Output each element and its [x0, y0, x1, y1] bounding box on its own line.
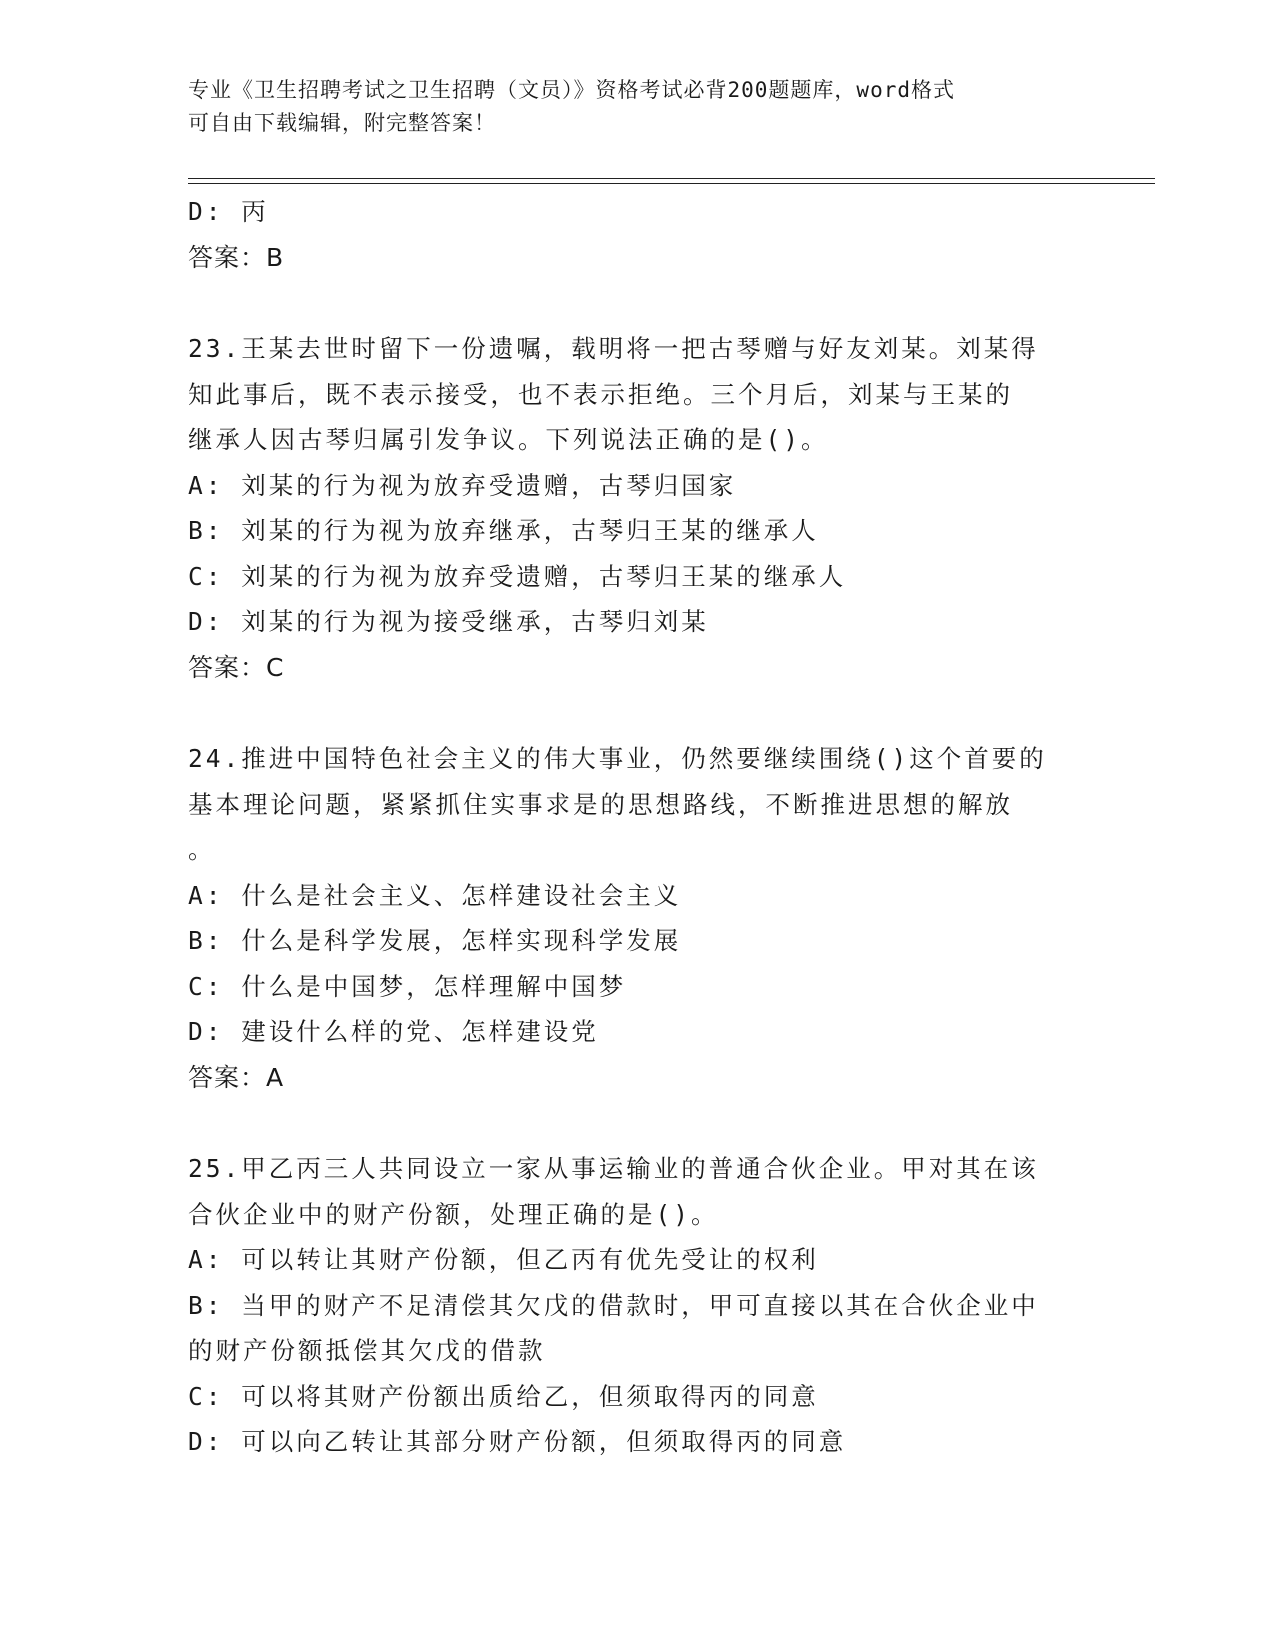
- header-divider-bottom: [188, 183, 1155, 184]
- question-line: 合伙企业中的财产份额，处理正确的是()。: [188, 1199, 719, 1229]
- answer: 答案：C: [188, 652, 285, 682]
- option-b-continued: 的财产份额抵偿其欠戊的借款: [188, 1336, 546, 1365]
- question-line: 知此事后，既不表示接受，也不表示拒绝。三个月后，刘某与王某的: [188, 379, 1013, 409]
- question-line: 25.甲乙丙三人共同设立一家从事运输业的普通合伙企业。甲对其在该: [188, 1154, 1039, 1183]
- option-c: C: 什么是中国梦，怎样理解中国梦: [188, 971, 627, 1001]
- answer: 答案：A: [188, 1062, 285, 1092]
- option-d: D: 可以向乙转让其部分财产份额，但须取得丙的同意: [188, 1427, 847, 1456]
- document-body: [188, 189, 1078, 1465]
- question-line: 24.推进中国特色社会主义的伟大事业，仍然要继续围绕()这个首要的: [188, 744, 1047, 773]
- spacer: [188, 1100, 1078, 1146]
- question-line: 。: [188, 835, 216, 864]
- option-c: C: 可以将其财产份额出质给乙，但须取得丙的同意: [188, 1381, 819, 1411]
- option-a: A: 刘某的行为视为放弃受遗赠，古琴归国家: [188, 470, 737, 500]
- document-header: [188, 74, 1068, 140]
- option-b: B: 当甲的财产不足清偿其欠戊的借款时，甲可直接以其在合伙企业中: [188, 1290, 1039, 1320]
- prev-option-d: D: 丙: [188, 197, 269, 226]
- option-d: D: 建设什么样的党、怎样建设党: [188, 1017, 599, 1046]
- spacer: [188, 280, 1078, 326]
- option-b: B: 刘某的行为视为放弃继承，古琴归王某的继承人: [188, 516, 819, 545]
- prev-answer: 答案：B: [188, 242, 285, 272]
- option-b: B: 什么是科学发展，怎样实现科学发展: [188, 926, 682, 955]
- question-line: 继承人因古琴归属引发争议。下列说法正确的是()。: [188, 425, 829, 454]
- question-line: 23.王某去世时留下一份遗嘱，载明将一把古琴赠与好友刘某。刘某得: [188, 334, 1039, 363]
- question-25: [188, 1146, 1078, 1465]
- option-c: C: 刘某的行为视为放弃受遗赠，古琴归王某的继承人: [188, 561, 847, 591]
- option-d: D: 刘某的行为视为接受继承，古琴归刘某: [188, 607, 709, 636]
- question-24: [188, 736, 1078, 1100]
- option-a: A: 什么是社会主义、怎样建设社会主义: [188, 880, 682, 910]
- spacer: [188, 690, 1078, 736]
- header-line-1: 专业《卫生招聘考试之卫生招聘（文员）》资格考试必背200题题库，word格式: [188, 78, 955, 102]
- option-a: A: 可以转让其财产份额，但乙丙有优先受让的权利: [188, 1245, 819, 1274]
- question-line: 基本理论问题，紧紧抓住实事求是的思想路线，不断推进思想的解放: [188, 789, 1013, 819]
- header-divider-top: [188, 178, 1155, 179]
- header-line-2: 可自由下载编辑，附完整答案！: [188, 111, 496, 135]
- question-23: [188, 326, 1078, 690]
